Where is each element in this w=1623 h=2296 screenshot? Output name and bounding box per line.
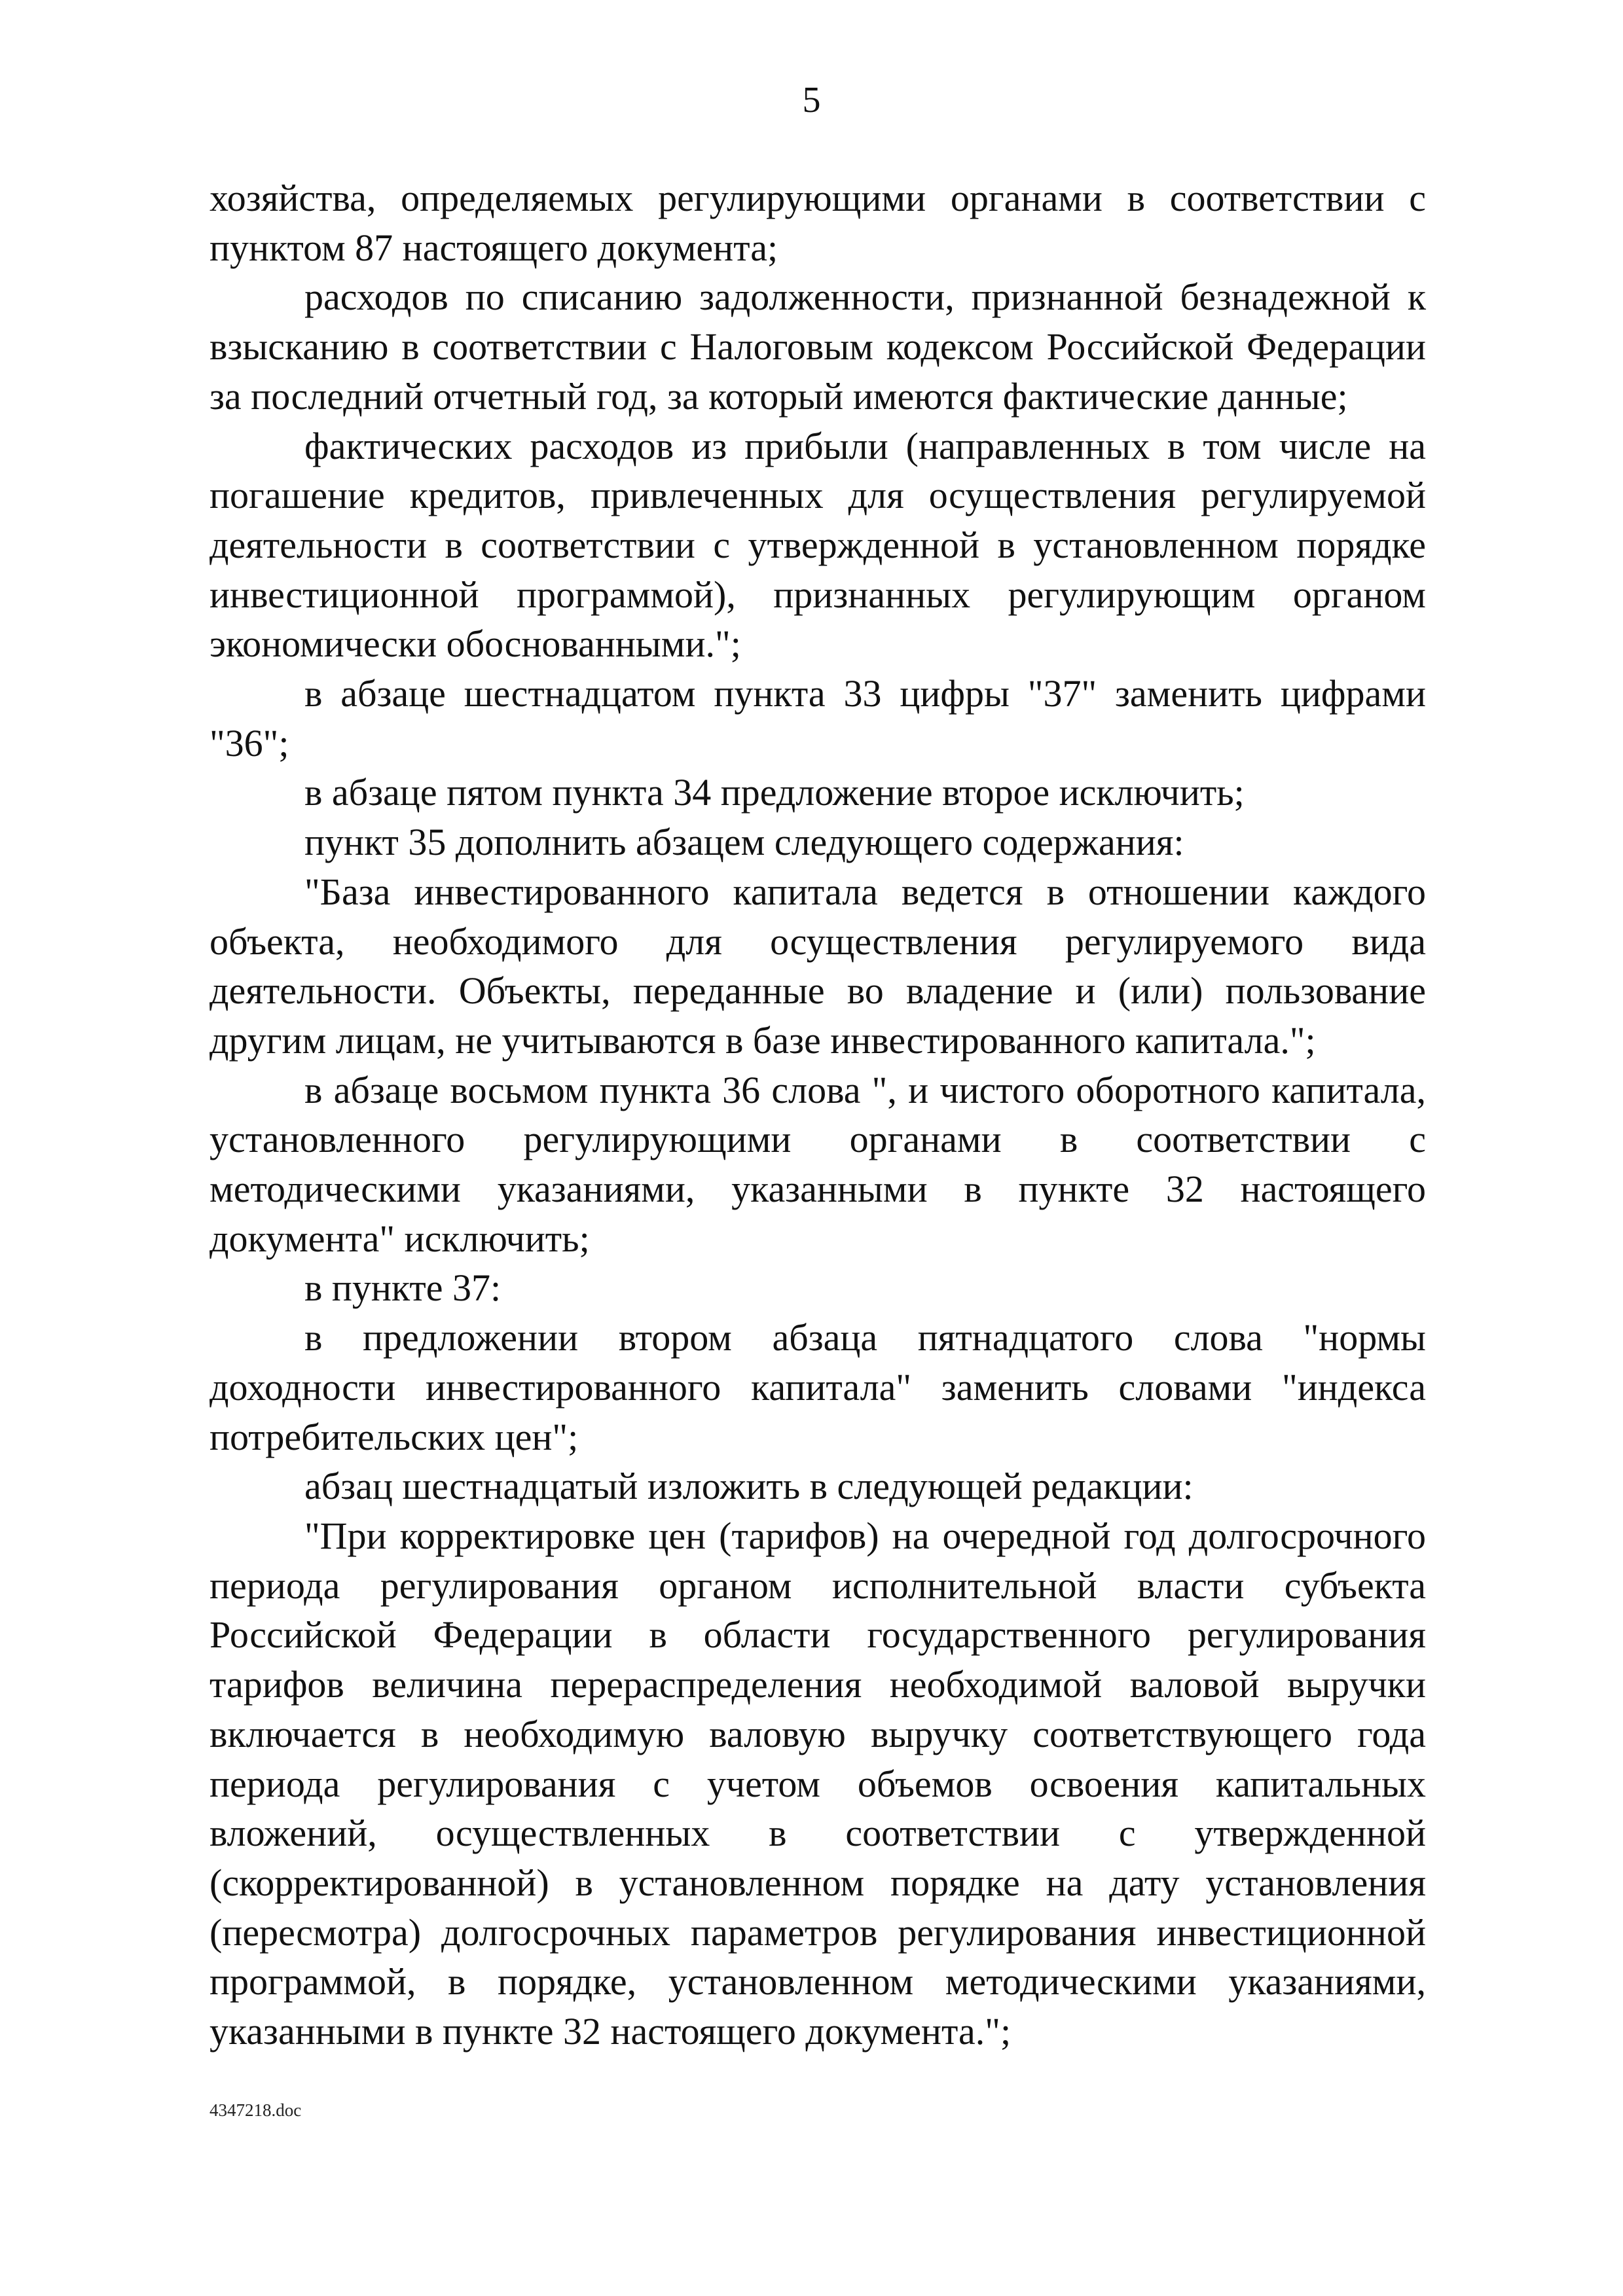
footer-filename: 4347218.doc xyxy=(210,2100,302,2120)
paragraph: хозяйства, определяемых регулирующими органами в соответствии с пунктом 87 настоящего документа; xyxy=(210,177,1426,269)
paragraph: в абзаце шестнадцатом пункта 33 цифры "37" заменить цифрами "36"; xyxy=(210,672,1426,764)
paragraph: в пункте 37: xyxy=(304,1266,501,1310)
paragraph: в абзаце пятом пункта 34 предложение второе исключить; xyxy=(304,771,1245,814)
paragraph: пункт 35 дополнить абзацем следующего содержания: xyxy=(304,821,1184,864)
paragraph: фактических расходов из прибыли (направленных в том числе на погашение кредитов, привлеченных для осуществления регулируемой деятельности в соответствии с утвержденной в установленном порядке инвестиционной программой), признанных регулирующим органом экономически обоснованными."; xyxy=(210,424,1426,666)
paragraph: "При корректировке цен (тарифов) на очередной год долгосрочного периода регулирования органом исполнительной власти субъекта Российской Федерации в области государственного регулирования тарифов величина перераспределения необходимой валовой выручки включается в необходимую валовую выручку соответствующего года периода регулирования с учетом объемов освоения капитальных вложений, осуществленных в соответствии с утвержденной (скорректированной) в установленном порядке на дату установления (пересмотра) долгосрочных параметров регулирования инвестиционной программой, в порядке, установленном методическими указаниями, указанными в пункте 32 настоящего документа."; xyxy=(210,1514,1426,2053)
document-body xyxy=(210,173,1426,2056)
paragraph: расходов по списанию задолженности, признанной безнадежной к взысканию в соответствии с Налоговым кодексом Российской Федерации за последний отчетный год, за который имеются фактические данные; xyxy=(210,276,1426,418)
paragraph: в абзаце восьмом пункта 36 слова ", и чистого оборотного капитала, установленного регулирующими органами в соответствии с методическими указаниями, указанными в пункте 32 настоящего документа" исключить; xyxy=(210,1068,1426,1260)
page-number: 5 xyxy=(802,80,821,120)
paragraph: в предложении втором абзаца пятнадцатого слова "нормы доходности инвестированного капитала" заменить словами "индекса потребительских цен"; xyxy=(210,1316,1426,1458)
paragraph: абзац шестнадцатый изложить в следующей редакции: xyxy=(304,1465,1194,1508)
paragraph: "База инвестированного капитала ведется в отношении каждого объекта, необходимого для осуществления регулируемого вида деятельности. Объекты, переданные во владение и (или) пользование другим лицам, не учитываются в базе инвестированного капитала."; xyxy=(210,870,1426,1062)
